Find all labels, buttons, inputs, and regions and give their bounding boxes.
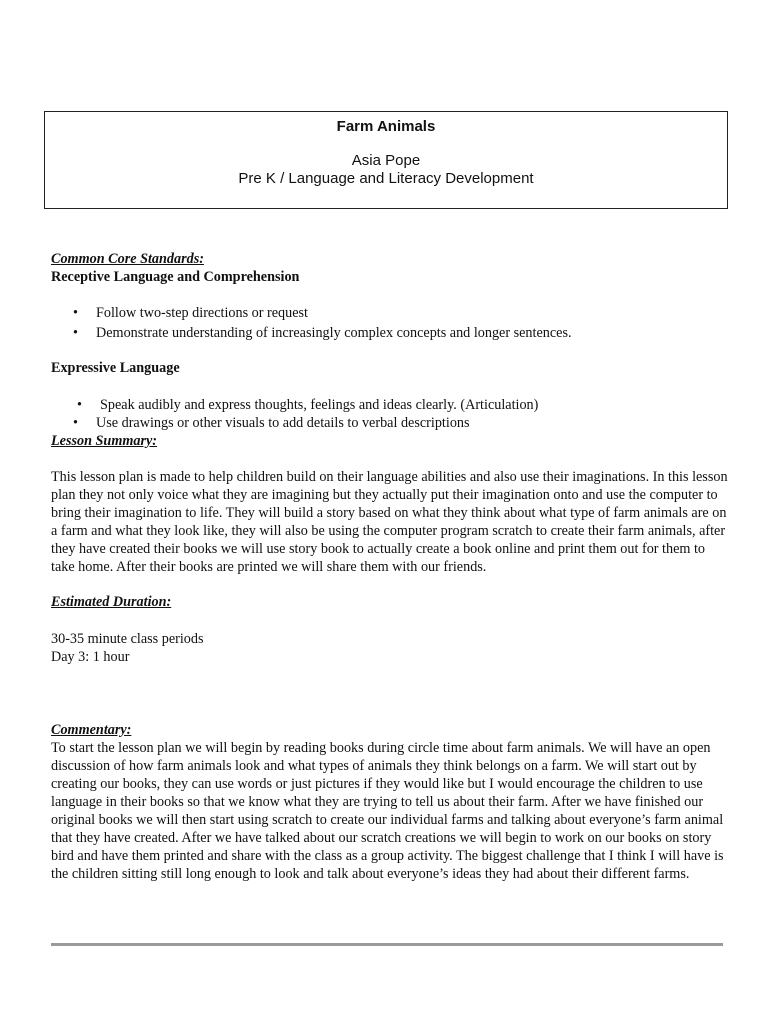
author-name: Asia Pope [351, 152, 421, 169]
list-item [51, 396, 731, 414]
list-item [51, 304, 731, 322]
bullet-icon: • [77, 397, 82, 413]
bullet-icon: • [73, 415, 78, 431]
commentary-heading: Commentary: [51, 722, 132, 738]
duration-line: 30-35 minute class periods [51, 631, 204, 647]
summary-heading: Lesson Summary: [51, 433, 158, 449]
document-title: Farm Animals [336, 118, 436, 135]
expressive-heading: Expressive Language [51, 360, 180, 376]
list-item-text: Demonstrate understanding of increasingly complex concepts and longer sentences. [96, 325, 572, 341]
summary-text: This lesson plan is made to help children build on their language abilities and also use their imaginations. In this lesson plan they not only voice what they are imagining but they actually put their imagination onto and use the computer to bring their imagination to life. They will build a story based on what they think about what type of farm animals are on a farm and what they look like, they will also be using the computer program scratch to create their farm animals, after they have created their books we will use story book to actually create a book online and print them out for them to take home. After their books are printed we will share them with our friends. [51, 469, 728, 575]
receptive-list [51, 304, 731, 342]
list-item-text: Follow two-step directions or request [96, 305, 308, 321]
standards-heading: Common Core Standards: [51, 251, 204, 267]
commentary-text: To start the lesson plan we will begin by reading books during circle time about farm animals. We will have an open discussion of how farm animals look and what types of animals they think belongs on a farm. We will start out by creating our books, they can use words or just pictures if they would like but I would encourage the children to use language in their books so that we know what they are trying to tell us about their farm. After we have finished our original books we will then start using scratch to create our individual farms and talking about everyone’s farm animal that they have created. After we have talked about our scratch creations we will begin to work on our books on story bird and have them printed and share with the class as a group activity. The biggest challenge that I think I will have is the children sitting still long enough to look and talk about everyone’s ideas they had about their different farms. [51, 740, 724, 882]
title-box [44, 111, 728, 209]
document-body [51, 250, 731, 883]
duration-line: Day 3: 1 hour [51, 649, 130, 665]
list-item [51, 324, 731, 342]
list-item-text: Speak audibly and express thoughts, feelings and ideas clearly. (Articulation) [100, 397, 539, 413]
list-item-text: Use drawings or other visuals to add details to verbal descriptions [96, 415, 470, 431]
expressive-list [51, 396, 731, 432]
bullet-icon: • [73, 305, 78, 321]
page-divider [51, 943, 723, 946]
course-name: Pre K / Language and Literacy Development [238, 170, 534, 187]
list-item [51, 414, 731, 432]
bullet-icon: • [73, 325, 78, 341]
duration-heading: Estimated Duration: [51, 594, 172, 610]
receptive-heading: Receptive Language and Comprehension [51, 269, 300, 285]
